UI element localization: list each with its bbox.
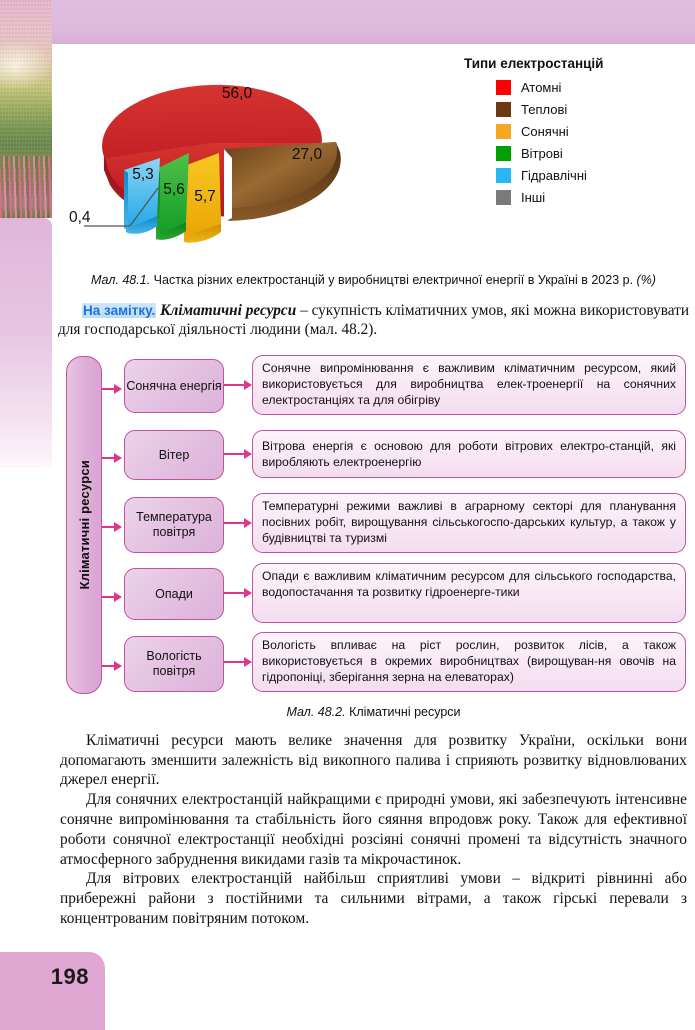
figure-48-1-caption bbox=[52, 272, 695, 289]
pie-label-solar: 5,7 bbox=[194, 188, 216, 205]
diagram-key-5-label: Вологість повітря bbox=[146, 649, 202, 679]
note-rest: – сукупність кліматичних умов, які можна використовувати для господарської діяльності людини (мал. 48.2). bbox=[58, 301, 689, 339]
body-text bbox=[60, 731, 687, 929]
legend-item-solar bbox=[496, 124, 692, 139]
diagram-desc-2 bbox=[252, 430, 686, 478]
diagram-key-1 bbox=[124, 359, 224, 413]
page-number-block bbox=[0, 952, 105, 1030]
diagram-desc-5 bbox=[252, 632, 686, 692]
diagram-key-5 bbox=[124, 636, 224, 692]
arrow-key-2-to-desc-2 bbox=[224, 449, 252, 459]
legend-label-wind: Вітрові bbox=[521, 146, 563, 161]
page-number: 198 bbox=[50, 964, 89, 989]
pie-label-thermal: 27,0 bbox=[291, 146, 323, 163]
legend-item-wind bbox=[496, 146, 692, 161]
arrow-root-to-key-2 bbox=[102, 453, 122, 463]
figure-48-1-caption-main: Частка різних електростанцій у виробництві електричної енергії в Україні в 2023 р. bbox=[153, 273, 634, 287]
legend-label-thermal: Теплові bbox=[521, 102, 568, 117]
legend-swatch-hydro bbox=[496, 168, 511, 183]
legend-title: Типи електростанцій bbox=[464, 56, 604, 71]
photo-flowers-foreground bbox=[0, 156, 52, 218]
diagram-root-label: Кліматичні ресурси bbox=[76, 460, 92, 590]
legend-swatch-thermal bbox=[496, 102, 511, 117]
left-edge-landscape-photo bbox=[0, 0, 52, 218]
left-edge-pink-band bbox=[0, 218, 52, 468]
arrow-key-3-to-desc-3 bbox=[224, 518, 252, 528]
body-paragraph-1: Кліматичні ресурси мають велике значення для розвитку України, оскільки вони допомагають зменшити залежність від викопного палива і сприяють розвитку відновлюваних джерел енергії. bbox=[60, 731, 687, 789]
diagram-desc-3-text: Температурні режими важливі в аграрному секторі для планування посівних робіт, вирощування сільськогоспо-дарських культур, а також у будівництві та туризмі bbox=[262, 499, 676, 545]
note-tag: На замітку. bbox=[83, 302, 156, 318]
figure-48-2-caption-prefix: Мал. 48.2. bbox=[286, 705, 346, 720]
diagram-key-4-label: Опади bbox=[155, 586, 193, 601]
pie-chart bbox=[64, 46, 434, 266]
legend-swatch-wind bbox=[496, 146, 511, 161]
legend-item-thermal bbox=[496, 102, 692, 117]
diagram-key-3-label: Температура повітря bbox=[136, 510, 212, 540]
figure-48-1-caption-prefix: Мал. 48.1. bbox=[91, 273, 151, 287]
diagram-desc-1 bbox=[252, 355, 686, 415]
arrow-root-to-key-5 bbox=[102, 661, 122, 671]
diagram-key-2 bbox=[124, 430, 224, 480]
figure-48-2-caption bbox=[52, 704, 695, 721]
body-paragraph-3: Для вітрових електростанцій найбільш сприятливі умови – відкриті рівнинні або прибережні райони з постійними та сильними вітрами, а також гірські перевали з концентрованим повітряним потоком. bbox=[60, 870, 687, 927]
legend-swatch-other bbox=[496, 190, 511, 205]
legend-item-other bbox=[496, 190, 692, 205]
arrow-key-5-to-desc-5 bbox=[224, 657, 252, 667]
figure-48-2-caption-main: Кліматичні ресурси bbox=[349, 705, 461, 720]
arrow-root-to-key-1 bbox=[102, 384, 122, 394]
legend-label-other: Інші bbox=[521, 190, 546, 205]
legend-swatch-solar bbox=[496, 124, 511, 139]
legend-item-hydro bbox=[496, 168, 692, 183]
pie-label-hydro: 5,3 bbox=[132, 166, 154, 183]
diagram-desc-3 bbox=[252, 493, 686, 553]
pie-slice-thermal bbox=[224, 142, 341, 222]
note-paragraph bbox=[58, 301, 689, 341]
figure-48-2-diagram bbox=[58, 354, 690, 694]
note-term: Кліматичні ресурси bbox=[160, 301, 297, 319]
arrow-key-1-to-desc-1 bbox=[224, 380, 252, 390]
diagram-key-4 bbox=[124, 568, 224, 620]
diagram-desc-4-text: Опади є важливим кліматичним ресурсом для сільського господарства, водопостачання та розвитку гідроенерге-тики bbox=[262, 569, 676, 600]
diagram-root-node bbox=[66, 356, 102, 694]
legend-item-nuclear bbox=[496, 80, 692, 95]
diagram-key-2-label: Вітер bbox=[158, 447, 190, 462]
pie-label-other: 0,4 bbox=[69, 209, 91, 226]
figure-48-1-caption-unit: (%) bbox=[636, 273, 656, 287]
diagram-key-3 bbox=[124, 497, 224, 553]
legend-label-hydro: Гідравлічні bbox=[521, 168, 587, 183]
arrow-key-4-to-desc-4 bbox=[224, 588, 252, 598]
diagram-key-1-label: Сонячна енергія bbox=[126, 378, 222, 393]
diagram-desc-4 bbox=[252, 563, 686, 623]
diagram-desc-2-text: Вітрова енергія є основою для роботи вітрових електро-станцій, які виробляють електроенергію bbox=[262, 439, 676, 470]
diagram-desc-5-text: Вологість впливає на ріст рослин, розвиток лісів, а також використовується в окремих виробництвах (вирощуван-ня овочів на гідропоніці, зберігання зерна на елеваторах) bbox=[262, 638, 676, 684]
pie-label-nuclear: 56,0 bbox=[221, 85, 253, 102]
chart-legend bbox=[452, 56, 692, 212]
legend-label-nuclear: Атомні bbox=[521, 80, 562, 95]
legend-label-solar: Сонячні bbox=[521, 124, 569, 139]
figure-48-1 bbox=[52, 44, 695, 270]
diagram-desc-1-text: Сонячне випромінювання є важливим кліматичним ресурсом, який використовується для виробництва елек-троенергії на сонячних електростанціях та для обігріву bbox=[262, 361, 676, 407]
pie-chart-svg bbox=[64, 46, 434, 266]
legend-swatch-nuclear bbox=[496, 80, 511, 95]
arrow-root-to-key-3 bbox=[102, 522, 122, 532]
pie-label-wind: 5,6 bbox=[163, 181, 185, 198]
page-content bbox=[52, 44, 695, 929]
arrow-root-to-key-4 bbox=[102, 592, 122, 602]
body-paragraph-2: Для сонячних електростанцій найкращими є природні умови, які забезпечують інтенсивне сонячне випромінювання та стабільність його сяяння впродовж року. Також для ефективної роботи сонячної електростанції необхідні розсіяні сонячні промені та відсутність значного атмосферного забруднення викидами газів та мікрочастинок. bbox=[60, 791, 687, 868]
top-decorative-band bbox=[52, 0, 695, 44]
